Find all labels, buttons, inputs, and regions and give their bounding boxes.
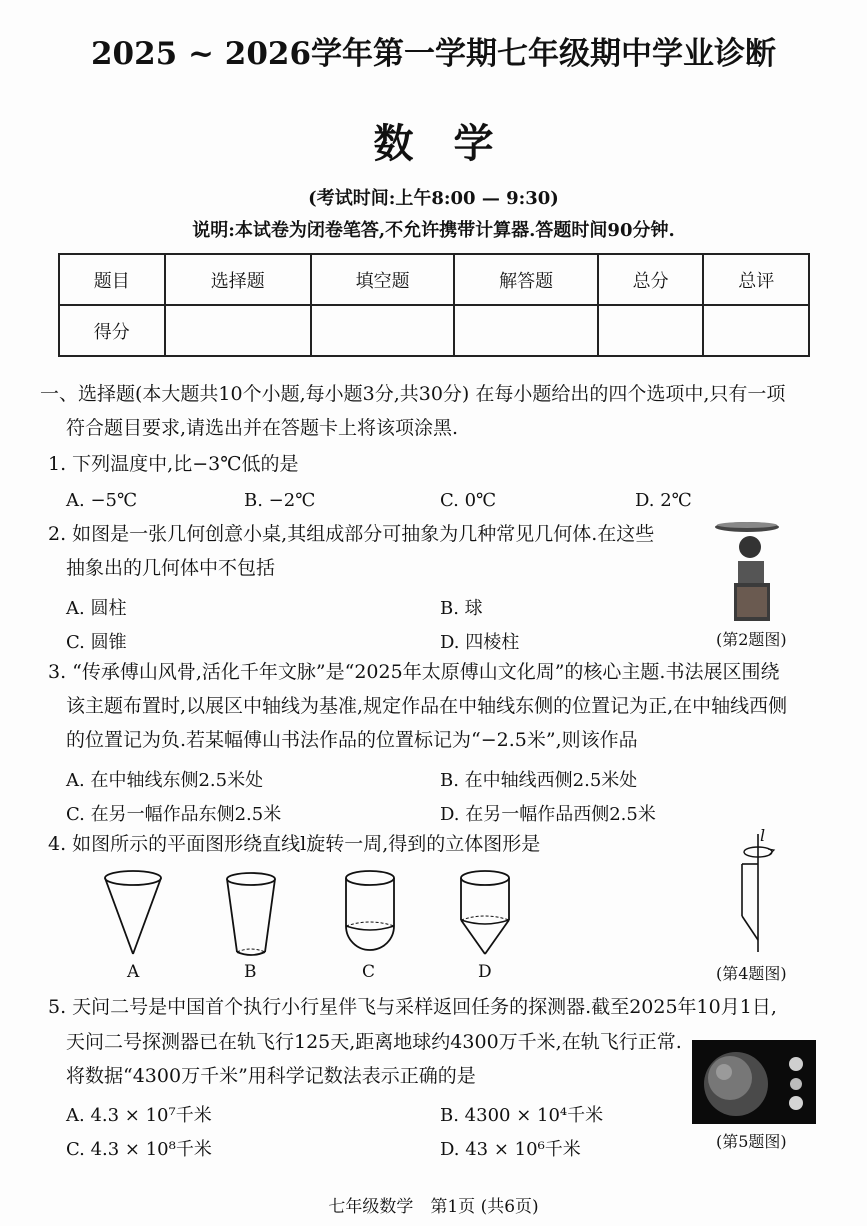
- q5-option-a[interactable]: A. 4.3 × 10⁷千米: [66, 1105, 212, 1126]
- q2-option-c[interactable]: C. 圆锥: [66, 632, 127, 653]
- score-cell-choice[interactable]: [165, 305, 311, 356]
- q2-caption: (第2题图): [716, 630, 787, 649]
- q4-label-d[interactable]: D: [478, 962, 492, 982]
- score-header-cell: 总评: [703, 254, 809, 305]
- q2-stem-line1: 2. 如图是一张几何创意小桌,其组成部分可抽象为几种常见几何体.在这些: [48, 523, 655, 545]
- score-header-cell: 解答题: [454, 254, 597, 305]
- q4-shape-d-cylinder-cone: [452, 866, 518, 960]
- q2-option-d[interactable]: D. 四棱柱: [440, 632, 520, 653]
- q3-option-a[interactable]: A. 在中轴线东侧2.5米处: [66, 770, 264, 791]
- q4-stem: 4. 如图所示的平面图形绕直线l旋转一周,得到的立体图形是: [48, 833, 541, 855]
- score-header-cell: 选择题: [165, 254, 311, 305]
- score-header-cell: 总分: [598, 254, 704, 305]
- score-table: [58, 253, 810, 357]
- q4-shape-b-frustum: [216, 868, 286, 960]
- q4-shape-a-cone: [95, 868, 175, 960]
- q4-axis-label: l: [760, 826, 766, 845]
- score-header-cell: 题目: [59, 254, 165, 305]
- q2-stem-line2: 抽象出的几何体中不包括: [66, 557, 276, 579]
- q4-label-a[interactable]: A: [127, 962, 140, 982]
- q2-table-figure: [712, 515, 782, 623]
- q5-option-c[interactable]: C. 4.3 × 10⁸千米: [66, 1139, 212, 1160]
- q5-option-d[interactable]: D. 43 × 10⁶千米: [440, 1139, 581, 1160]
- score-cell-answer[interactable]: [454, 305, 597, 356]
- exam-instructions: 说明:本试卷为闭卷笔答,不允许携带计算器.答题时间90分钟.: [192, 220, 675, 241]
- q1-option-b[interactable]: B. −2℃: [244, 490, 316, 511]
- q1-stem: 1. 下列温度中,比−3℃低的是: [48, 453, 299, 475]
- q4-label-b[interactable]: B: [244, 962, 257, 982]
- section1-intro-line1: 一、选择题(本大题共10个小题,每小题3分,共30分) 在每小题给出的四个选项中,只有一项: [40, 383, 786, 405]
- q2-option-b[interactable]: B. 球: [440, 598, 483, 619]
- q3-stem-line3: 的位置记为负.若某幅傅山书法作品的位置标记为“−2.5米”,则该作品: [66, 729, 638, 751]
- q5-stem-line3: 将数据“4300万千米”用科学记数法表示正确的是: [66, 1065, 476, 1087]
- q3-option-b[interactable]: B. 在中轴线西侧2.5米处: [440, 770, 638, 791]
- score-row-label: 得分: [59, 305, 165, 356]
- q2-option-a[interactable]: A. 圆柱: [66, 598, 127, 619]
- page-footer: 七年级数学 第1页 (共6页): [328, 1197, 539, 1217]
- q5-stem-line1: 5. 天问二号是中国首个执行小行星伴飞与采样返回任务的探测器.截至2025年10月1日,: [48, 996, 777, 1018]
- q4-shape-c-cylinder-hemisphere: [337, 866, 403, 960]
- q5-stem-line2: 天问二号探测器已在轨飞行125天,距离地球约4300万千米,在轨飞行正常.: [66, 1031, 682, 1053]
- q4-label-c[interactable]: C: [362, 962, 376, 982]
- score-header-cell: 填空题: [311, 254, 454, 305]
- q1-option-d[interactable]: D. 2℃: [635, 490, 692, 511]
- q1-option-c[interactable]: C. 0℃: [440, 490, 497, 511]
- subject-title: 数学: [373, 120, 534, 167]
- q1-option-a[interactable]: A. −5℃: [66, 490, 138, 511]
- section1-intro-line2: 符合题目要求,请选出并在答题卡上将该项涂黑.: [66, 417, 459, 439]
- q5-caption: (第5题图): [716, 1132, 787, 1151]
- q4-caption: (第4题图): [716, 964, 787, 983]
- q5-probe-photo: [692, 1040, 816, 1124]
- q3-option-c[interactable]: C. 在另一幅作品东侧2.5米: [66, 804, 282, 825]
- score-cell-total[interactable]: [598, 305, 704, 356]
- q3-stem-line2: 该主题布置时,以展区中轴线为基准,规定作品在中轴线东侧的位置记为正,在中轴线西侧: [66, 695, 788, 717]
- score-table-header-row: [59, 254, 809, 305]
- q4-rotation-figure: [722, 828, 782, 954]
- score-cell-review[interactable]: [703, 305, 809, 356]
- q3-option-d[interactable]: D. 在另一幅作品西侧2.5米: [440, 804, 656, 825]
- q5-option-b[interactable]: B. 4300 × 10⁴千米: [440, 1105, 604, 1126]
- exam-title: 2025 ~ 2026学年第一学期七年级期中学业诊断: [90, 36, 777, 72]
- exam-time: (考试时间:上午8:00 — 9:30): [308, 188, 559, 209]
- score-table-score-row: [59, 305, 809, 356]
- q3-stem-line1: 3. “传承傅山风骨,活化千年文脉”是“2025年太原傅山文化周”的核心主题.书法展区围绕: [48, 661, 780, 683]
- score-cell-fill[interactable]: [311, 305, 454, 356]
